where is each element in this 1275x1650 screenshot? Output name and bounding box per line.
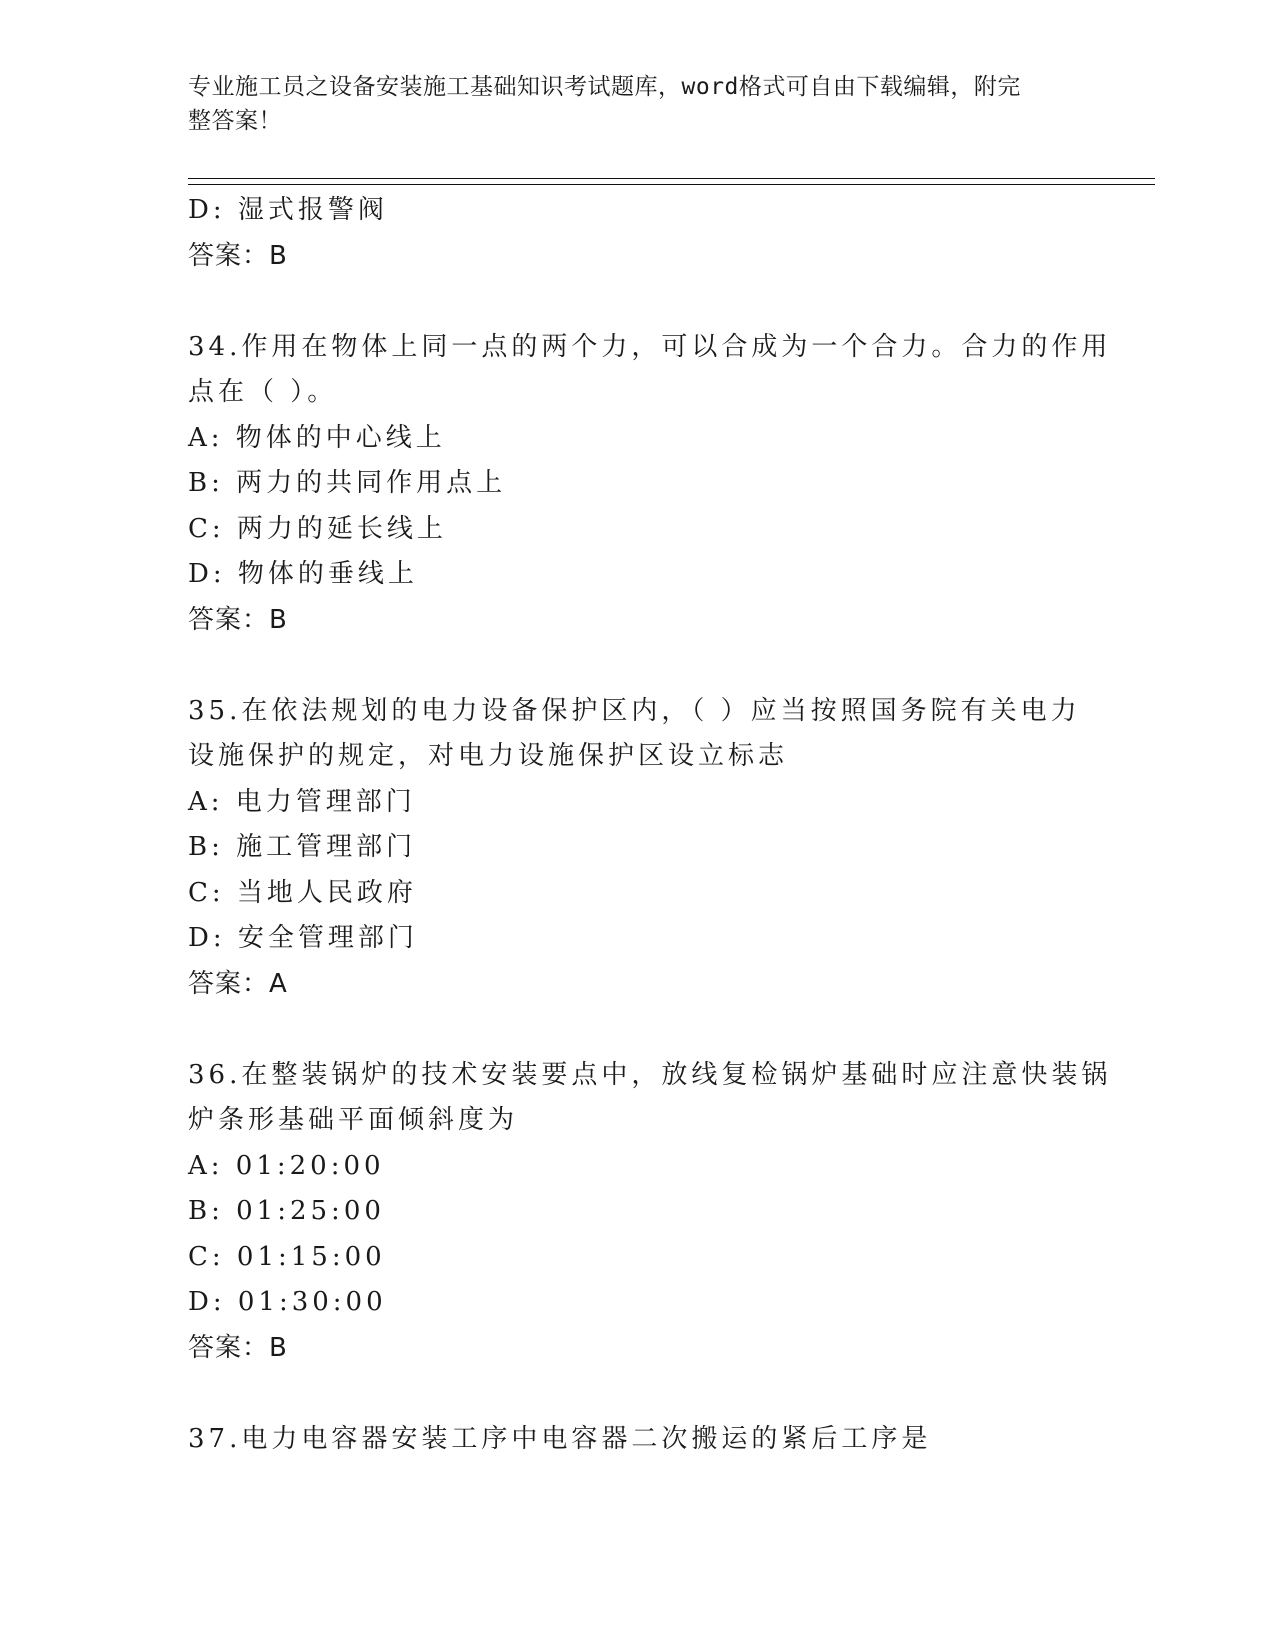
- q36-answer: 答案：B: [188, 1332, 288, 1363]
- prev-option-d: D: 湿式报警阀: [188, 195, 388, 225]
- q34-option-b: B: 两力的共同作用点上: [188, 468, 507, 498]
- q34-option-c: C: 两力的延长线上: [188, 513, 447, 544]
- header-line-2: 整答案！: [188, 108, 282, 134]
- header-rule-top: [188, 178, 1155, 179]
- q35-option-d: D: 安全管理部门: [188, 923, 418, 953]
- q35-option-a: A: 电力管理部门: [188, 786, 416, 817]
- q36-option-d: D: 01:30:00: [188, 1287, 387, 1317]
- document-header: [188, 70, 1068, 138]
- prev-answer: 答案：B: [188, 240, 288, 271]
- q34-option-a: A: 物体的中心线上: [188, 422, 446, 453]
- q36-option-b: B: 01:25:00: [188, 1196, 385, 1226]
- q34-option-d: D: 物体的垂线上: [188, 559, 418, 589]
- q35-stem-line-2: 设施保护的规定，对电力设施保护区设立标志: [188, 741, 789, 771]
- spacer: [188, 1007, 1088, 1053]
- q36-option-a: A: 01:20:00: [188, 1150, 385, 1181]
- q37-stem-line-1: 37.电力电容器安装工序中电容器二次搬运的紧后工序是: [188, 1423, 932, 1454]
- q36-stem-line-1: 36.在整装锅炉的技术安装要点中，放线复检锅炉基础时应注意快装锅: [188, 1059, 1112, 1090]
- header-rule-bottom: [188, 184, 1155, 185]
- question-content: [188, 188, 1112, 1462]
- q34-answer: 答案：B: [188, 604, 288, 635]
- header-line-1: 专业施工员之设备安装施工基础知识考试题库，word格式可自由下载编辑，附完: [188, 74, 1021, 100]
- q34-stem-line-1: 34.作用在物体上同一点的两个力，可以合成为一个合力。合力的作用: [188, 331, 1112, 362]
- q36-option-c: C: 01:15:00: [188, 1241, 386, 1272]
- q36-stem-line-2: 炉条形基础平面倾斜度为: [188, 1105, 519, 1135]
- q35-answer: 答案：A: [188, 968, 288, 999]
- q34-stem-line-2: 点在（ ）。: [188, 377, 338, 407]
- spacer: [188, 279, 1088, 325]
- spacer: [188, 1371, 1088, 1417]
- q35-option-c: C: 当地人民政府: [188, 877, 417, 908]
- q35-stem-line-1: 35.在依法规划的电力设备保护区内，（ ）应当按照国务院有关电力: [188, 695, 1081, 726]
- q35-option-b: B: 施工管理部门: [188, 832, 417, 862]
- spacer: [188, 643, 1088, 689]
